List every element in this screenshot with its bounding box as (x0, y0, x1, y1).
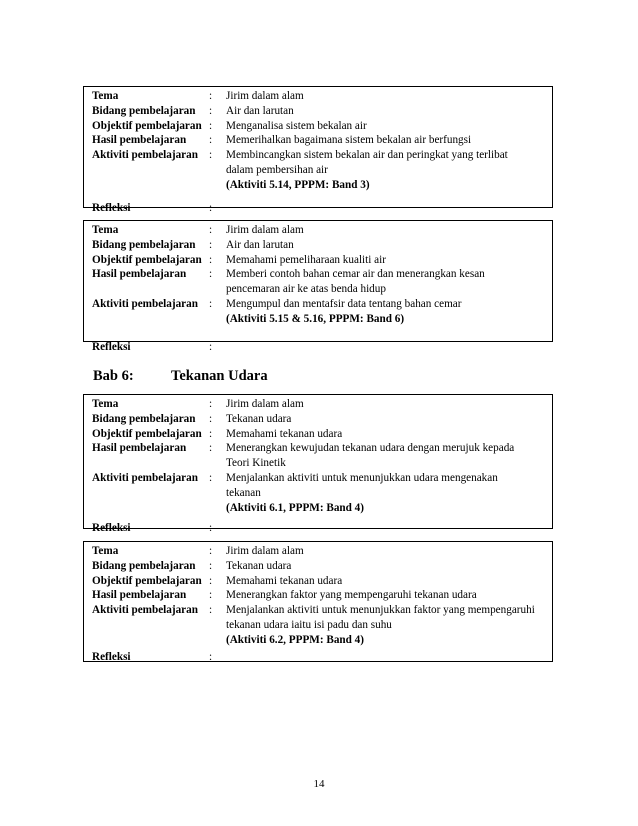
value-line: Teori Kinetik (226, 457, 286, 470)
row-label: Refleksi (92, 650, 131, 663)
row-colon: : (209, 224, 213, 236)
row-value (226, 223, 552, 238)
lesson-row (92, 412, 552, 427)
value-line: Jirim dalam alam (226, 545, 304, 557)
lesson-row (92, 521, 552, 536)
value-line: Tekanan udara (226, 559, 292, 572)
row-label: Refleksi (92, 201, 131, 214)
row-label: Tema (92, 398, 119, 410)
row-colon: : (209, 604, 213, 617)
lesson-row (92, 544, 552, 559)
lesson-row (92, 471, 552, 515)
lesson-row (92, 148, 552, 192)
chapter-number: Bab 6: (93, 368, 134, 384)
lesson-row (92, 201, 552, 216)
lesson-row (92, 119, 552, 134)
row-label: Objektif pembelajaran (92, 119, 202, 132)
row-value (226, 297, 552, 327)
value-line: Tekanan udara (226, 412, 292, 425)
row-value (226, 238, 552, 253)
row-label: Tema (92, 545, 119, 557)
row-value (226, 427, 552, 442)
value-line: Jirim dalam alam (226, 398, 304, 410)
value-line: Menjalankan aktiviti untuk menunjukkan udara mengenakan (226, 471, 498, 484)
value-line: Air dan larutan (226, 238, 294, 251)
chapter-title: Tekanan Udara (171, 368, 268, 384)
activity-reference: (Aktiviti 5.15 & 5.16, PPPM: Band 6) (226, 312, 405, 325)
row-label: Bidang pembelajaran (92, 559, 196, 572)
row-colon: : (209, 297, 213, 310)
lesson-row (92, 340, 552, 355)
lesson-box-1 (83, 86, 553, 214)
row-value (226, 521, 552, 536)
row-label: Refleksi (92, 340, 131, 353)
row-value (226, 559, 552, 574)
row-value (226, 544, 552, 559)
lesson-row (92, 441, 552, 471)
value-line: Jirim dalam alam (226, 224, 304, 236)
activity-reference: (Aktiviti 5.14, PPPM: Band 3) (226, 178, 370, 191)
value-line: dalam pembersihan air (226, 163, 328, 176)
row-colon: : (209, 398, 213, 410)
lesson-row (92, 297, 552, 327)
lesson-row (92, 223, 552, 238)
row-colon: : (209, 574, 213, 587)
row-colon: : (209, 201, 213, 214)
row-label: Aktiviti pembelajaran (92, 149, 198, 162)
row-colon: : (209, 650, 213, 663)
value-line: Mengumpul dan mentafsir data tentang bahan cemar (226, 297, 462, 310)
row-label: Hasil pembelajaran (92, 442, 187, 455)
row-value (226, 253, 552, 268)
row-colon: : (209, 471, 213, 484)
lesson-row (92, 253, 552, 268)
value-line: Menganalisa sistem bekalan air (226, 119, 367, 132)
lesson-box-2 (83, 220, 553, 353)
value-line: Menerangkan kewujudan tekanan udara dengan merujuk kepada (226, 442, 515, 455)
lesson-row (92, 427, 552, 442)
value-line: Memberi contoh bahan cemar air dan menerangkan kesan (226, 268, 485, 281)
row-label: Tema (92, 90, 119, 102)
row-colon: : (209, 559, 213, 572)
row-label: Bidang pembelajaran (92, 238, 196, 251)
lesson-row (92, 133, 552, 148)
row-label: Bidang pembelajaran (92, 104, 196, 117)
row-colon: : (209, 134, 213, 147)
row-value (226, 588, 552, 603)
lesson-row (92, 267, 552, 297)
activity-reference: (Aktiviti 6.2, PPPM: Band 4) (226, 633, 364, 646)
row-colon: : (209, 442, 213, 455)
row-colon: : (209, 90, 213, 102)
row-label: Tema (92, 224, 119, 236)
activity-reference: (Aktiviti 6.1, PPPM: Band 4) (226, 501, 364, 514)
chapter-heading (93, 368, 268, 385)
row-value (226, 148, 552, 192)
value-line: Menjalankan aktiviti untuk menunjukkan faktor yang mempengaruhi (226, 604, 535, 617)
lesson-box-3 (83, 394, 553, 535)
row-colon: : (209, 104, 213, 117)
row-value (226, 201, 552, 216)
row-label: Aktiviti pembelajaran (92, 297, 198, 310)
lesson-row (92, 104, 552, 119)
row-label: Bidang pembelajaran (92, 412, 196, 425)
row-value (226, 119, 552, 134)
row-colon: : (209, 545, 213, 557)
row-value (226, 340, 552, 355)
lesson-row (92, 588, 552, 603)
row-value (226, 471, 552, 515)
value-line: Memahami pemeliharaan kualiti air (226, 253, 386, 266)
row-colon: : (209, 149, 213, 162)
value-line: Memahami tekanan udara (226, 427, 343, 440)
page-number: 14 (313, 778, 325, 790)
row-colon: : (209, 412, 213, 425)
row-label: Hasil pembelajaran (92, 268, 187, 281)
row-value (226, 441, 552, 471)
value-line: pencemaran air ke atas benda hidup (226, 283, 386, 296)
row-label: Objektif pembelajaran (92, 427, 202, 440)
lesson-row (92, 559, 552, 574)
row-label: Hasil pembelajaran (92, 589, 187, 602)
row-label: Refleksi (92, 522, 131, 535)
row-value (226, 133, 552, 148)
value-line: Jirim dalam alam (226, 90, 304, 102)
value-line: Membincangkan sistem bekalan air dan peringkat yang terlibat (226, 149, 508, 162)
row-colon: : (209, 238, 213, 251)
row-value (226, 89, 552, 104)
row-value (226, 574, 552, 589)
row-value (226, 104, 552, 119)
row-colon: : (209, 589, 213, 602)
lesson-row (92, 650, 552, 665)
row-colon: : (209, 340, 213, 353)
value-line: tekanan (226, 486, 261, 499)
row-colon: : (209, 253, 213, 266)
row-value (226, 650, 552, 665)
row-colon: : (209, 427, 213, 440)
lesson-box-4 (83, 541, 553, 662)
row-value (226, 267, 552, 297)
row-value (226, 603, 552, 647)
lesson-row (92, 238, 552, 253)
row-label: Aktiviti pembelajaran (92, 604, 198, 617)
value-line: Menerangkan faktor yang mempengaruhi tekanan udara (226, 589, 477, 602)
lesson-row (92, 89, 552, 104)
row-value (226, 412, 552, 427)
row-label: Objektif pembelajaran (92, 253, 202, 266)
value-line: Memahami tekanan udara (226, 574, 343, 587)
lesson-row (92, 397, 552, 412)
row-label: Objektif pembelajaran (92, 574, 202, 587)
row-label: Hasil pembelajaran (92, 134, 187, 147)
row-value (226, 397, 552, 412)
row-colon: : (209, 522, 213, 535)
row-colon: : (209, 119, 213, 132)
value-line: Air dan larutan (226, 104, 294, 117)
lesson-row (92, 603, 552, 647)
row-label: Aktiviti pembelajaran (92, 471, 198, 484)
row-colon: : (209, 268, 213, 281)
lesson-row (92, 574, 552, 589)
value-line: tekanan udara iaitu isi padu dan suhu (226, 618, 392, 631)
value-line: Memerihalkan bagaimana sistem bekalan air berfungsi (226, 134, 472, 147)
